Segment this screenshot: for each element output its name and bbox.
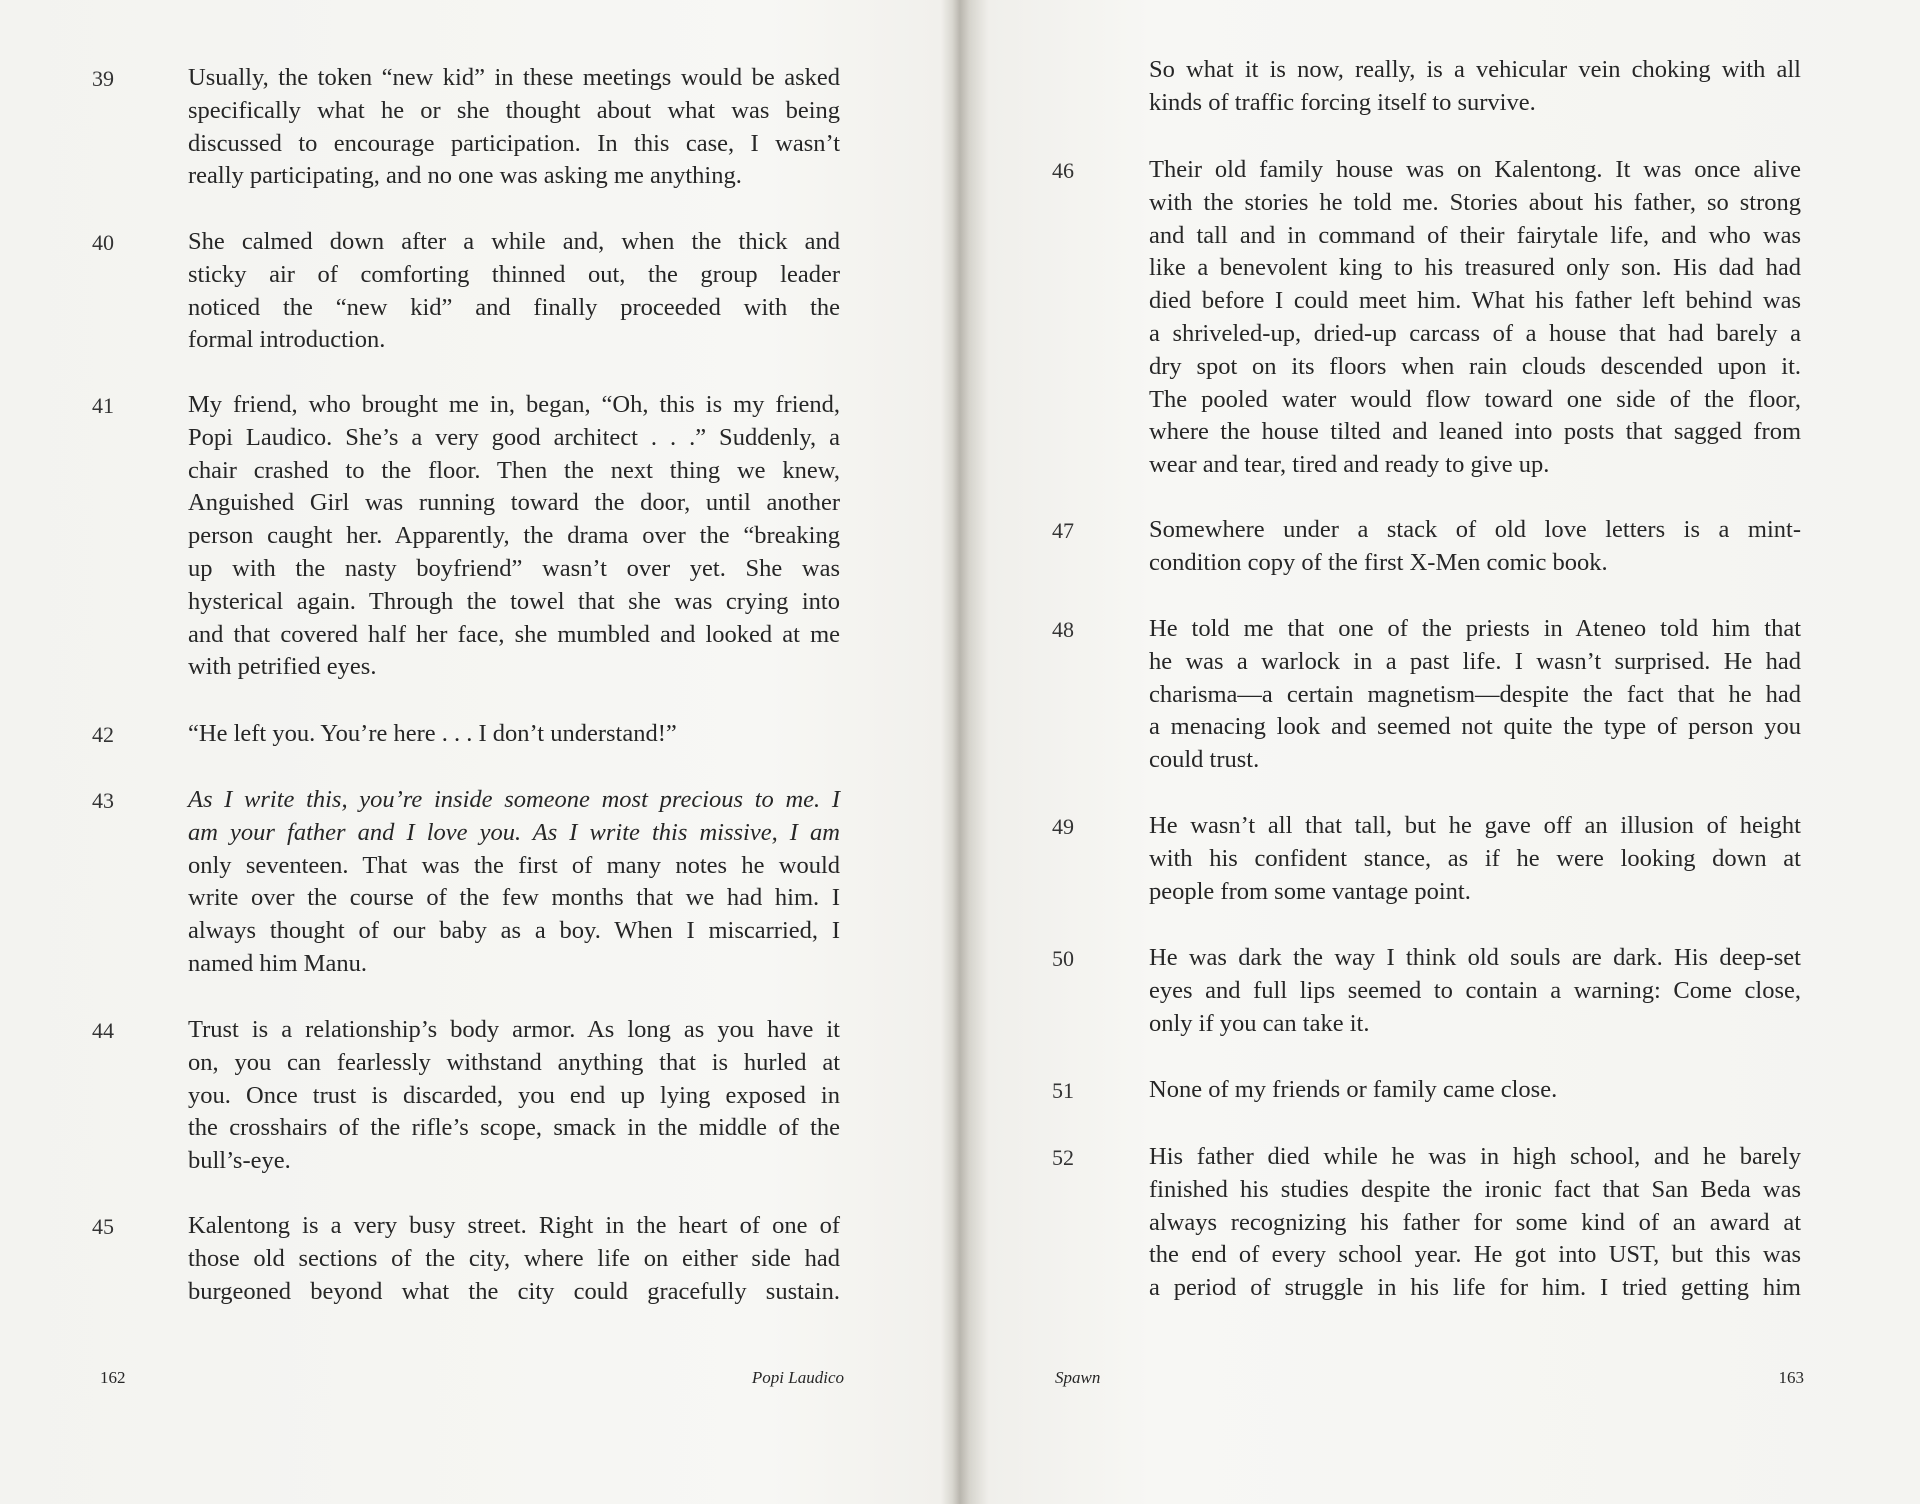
entry-number: 50 (1052, 946, 1074, 971)
entry-number: 47 (1052, 518, 1074, 543)
text-line: am your father and I love you. As I write this missive, I am (188, 818, 840, 846)
text-line: people from some vantage point. (1149, 877, 1471, 905)
entry-text (188, 62, 840, 193)
text-line: a menacing look and seemed not quite the type of person you (1149, 713, 1801, 741)
text-line: bull’s-eye. (188, 1147, 291, 1175)
text-line: Anguished Girl was running toward the door, until another (188, 489, 840, 517)
text-line: dry spot on its floors when rain clouds descended upon it. (1149, 352, 1801, 380)
entry-number: 49 (1052, 814, 1074, 839)
running-head: Spawn (1055, 1368, 1101, 1387)
text-line: always recognizing his father for some kind of an award at (1149, 1208, 1801, 1236)
entry-text (1149, 514, 1801, 580)
text-line: He was dark the way I think old souls are dark. His deep-set (1149, 944, 1801, 971)
text-line: condition copy of the first X-Men comic book. (1149, 548, 1608, 576)
entry-number: 48 (1052, 617, 1074, 642)
entry-text (188, 226, 840, 357)
text-line: on, you can fearlessly withstand anything that is hurled at (188, 1048, 840, 1076)
text-line: Somewhere under a stack of old love letters is a mint- (1149, 516, 1801, 543)
text-line: sticky air of comforting thinned out, the group leader (188, 260, 840, 288)
text-line: he was a warlock in a past life. I wasn’t surprised. He had (1149, 647, 1801, 675)
text-line: only seventeen. That was the first of many notes he would (188, 851, 840, 879)
text-line: The pooled water would flow toward one side of the floor, (1149, 385, 1801, 413)
text-line: up with the nasty boyfriend” wasn’t over yet. She was (188, 554, 840, 582)
entry-number: 52 (1052, 1145, 1074, 1170)
text-line: hysterical again. Through the towel that she was crying into (188, 587, 840, 615)
text-line: with the stories he told me. Stories about his father, so strong (1149, 188, 1801, 216)
left-page (0, 0, 955, 1504)
entry-text (1149, 1074, 1801, 1107)
text-line: like a benevolent king to his treasured only son. His dad had (1149, 254, 1801, 282)
right-page (965, 0, 1920, 1504)
entry-text (1149, 613, 1801, 777)
text-line: with his confident stance, as if he were looking down at (1149, 844, 1801, 872)
entry-number: 41 (92, 393, 114, 418)
entry-text (1149, 942, 1801, 1040)
text-line: you. Once trust is discarded, you end up lying exposed in (188, 1081, 840, 1109)
text-line: and that covered half her face, she mumbled and looked at me (188, 620, 840, 648)
entry-text (188, 389, 840, 684)
text-line: and tall and in command of their fairytale life, and who was (1149, 221, 1801, 249)
text-line: could trust. (1149, 746, 1260, 774)
text-line: Trust is a relationship’s body armor. As long as you have it (188, 1016, 840, 1043)
text-line: chair crashed to the floor. Then the next thing we knew, (188, 456, 840, 484)
text-line: really participating, and no one was asking me anything. (188, 162, 742, 190)
entry-number: 44 (92, 1018, 114, 1043)
entry-number: 40 (92, 230, 114, 255)
text-line: “He left you. You’re here . . . I don’t understand!” (188, 720, 677, 747)
entry-text (1149, 54, 1801, 120)
entry-number: 43 (92, 788, 114, 813)
text-line: finished his studies despite the ironic fact that San Beda was (1149, 1175, 1801, 1203)
text-line: Kalentong is a very busy street. Right in the heart of one of (188, 1212, 840, 1239)
text-line: My friend, who brought me in, began, “Oh, this is my friend, (188, 391, 840, 418)
text-line: formal introduction. (188, 326, 386, 354)
text-line: person caught her. Apparently, the drama over the “breaking (188, 522, 840, 550)
text-line: the crosshairs of the rifle’s scope, smack in the middle of the (188, 1114, 840, 1142)
text-line: Usually, the token “new kid” in these meetings would be asked (188, 64, 840, 91)
entry-number: 45 (92, 1214, 114, 1239)
entry-text (1149, 154, 1801, 482)
text-line: the end of every school year. He got into UST, but this was (1149, 1241, 1801, 1269)
entry-number: 51 (1052, 1078, 1074, 1103)
text-line: He told me that one of the priests in Ateneo told him that (1149, 615, 1801, 642)
text-line: where the house tilted and leaned into posts that sagged from (1149, 418, 1801, 446)
text-line: So what it is now, really, is a vehicular vein choking with all (1149, 56, 1801, 83)
text-line: eyes and full lips seemed to contain a warning: Come close, (1149, 976, 1801, 1004)
entry-number: 46 (1052, 158, 1074, 183)
text-line: with petrified eyes. (188, 653, 377, 681)
text-line: He wasn’t all that tall, but he gave off an illusion of height (1149, 812, 1801, 839)
entry-text (1149, 1141, 1801, 1305)
text-line: kinds of traffic forcing itself to survive. (1149, 88, 1536, 116)
text-line: died before I could meet him. What his father left behind was (1149, 287, 1801, 315)
text-line: write over the course of the few months that we had him. I (188, 884, 840, 912)
text-line: As I write this, you’re inside someone most precious to me. I (188, 786, 840, 813)
text-line: a period of struggle in his life for him. I tried getting him (1149, 1274, 1801, 1302)
entry-number: 42 (92, 722, 114, 747)
text-line: Their old family house was on Kalentong. It was once alive (1149, 156, 1801, 183)
text-line: those old sections of the city, where life on either side had (188, 1244, 840, 1272)
text-line: None of my friends or family came close. (1149, 1076, 1558, 1103)
text-line: wear and tear, tired and ready to give up. (1149, 451, 1550, 479)
page-number: 163 (1778, 1368, 1804, 1387)
entry-text (188, 1210, 840, 1308)
text-line: a shriveled-up, dried-up carcass of a house that had barely a (1149, 319, 1801, 347)
text-line: named him Manu. (188, 949, 367, 977)
page-number: 162 (100, 1368, 126, 1387)
running-head: Popi Laudico (751, 1368, 844, 1387)
text-line: charisma—a certain magnetism—despite the fact that he had (1149, 680, 1801, 708)
text-line: She calmed down after a while and, when the thick and (188, 228, 840, 255)
text-line: Popi Laudico. She’s a very good architect . . .” Suddenly, a (188, 423, 840, 451)
text-line: His father died while he was in high school, and he barely (1149, 1143, 1801, 1170)
text-line: discussed to encourage participation. In this case, I wasn’t (188, 129, 840, 157)
entry-text (1149, 810, 1801, 908)
text-line: only if you can take it. (1149, 1009, 1370, 1037)
text-line: specifically what he or she thought about what was being (188, 96, 840, 124)
text-line: noticed the “new kid” and finally proceeded with the (188, 293, 840, 321)
entry-text (188, 1014, 840, 1178)
entry-number: 39 (92, 66, 114, 91)
text-line: burgeoned beyond what the city could gracefully sustain. (188, 1277, 840, 1305)
entry-text (188, 784, 840, 981)
entry-text (188, 718, 840, 751)
text-line: always thought of our baby as a boy. When I miscarried, I (188, 917, 840, 945)
